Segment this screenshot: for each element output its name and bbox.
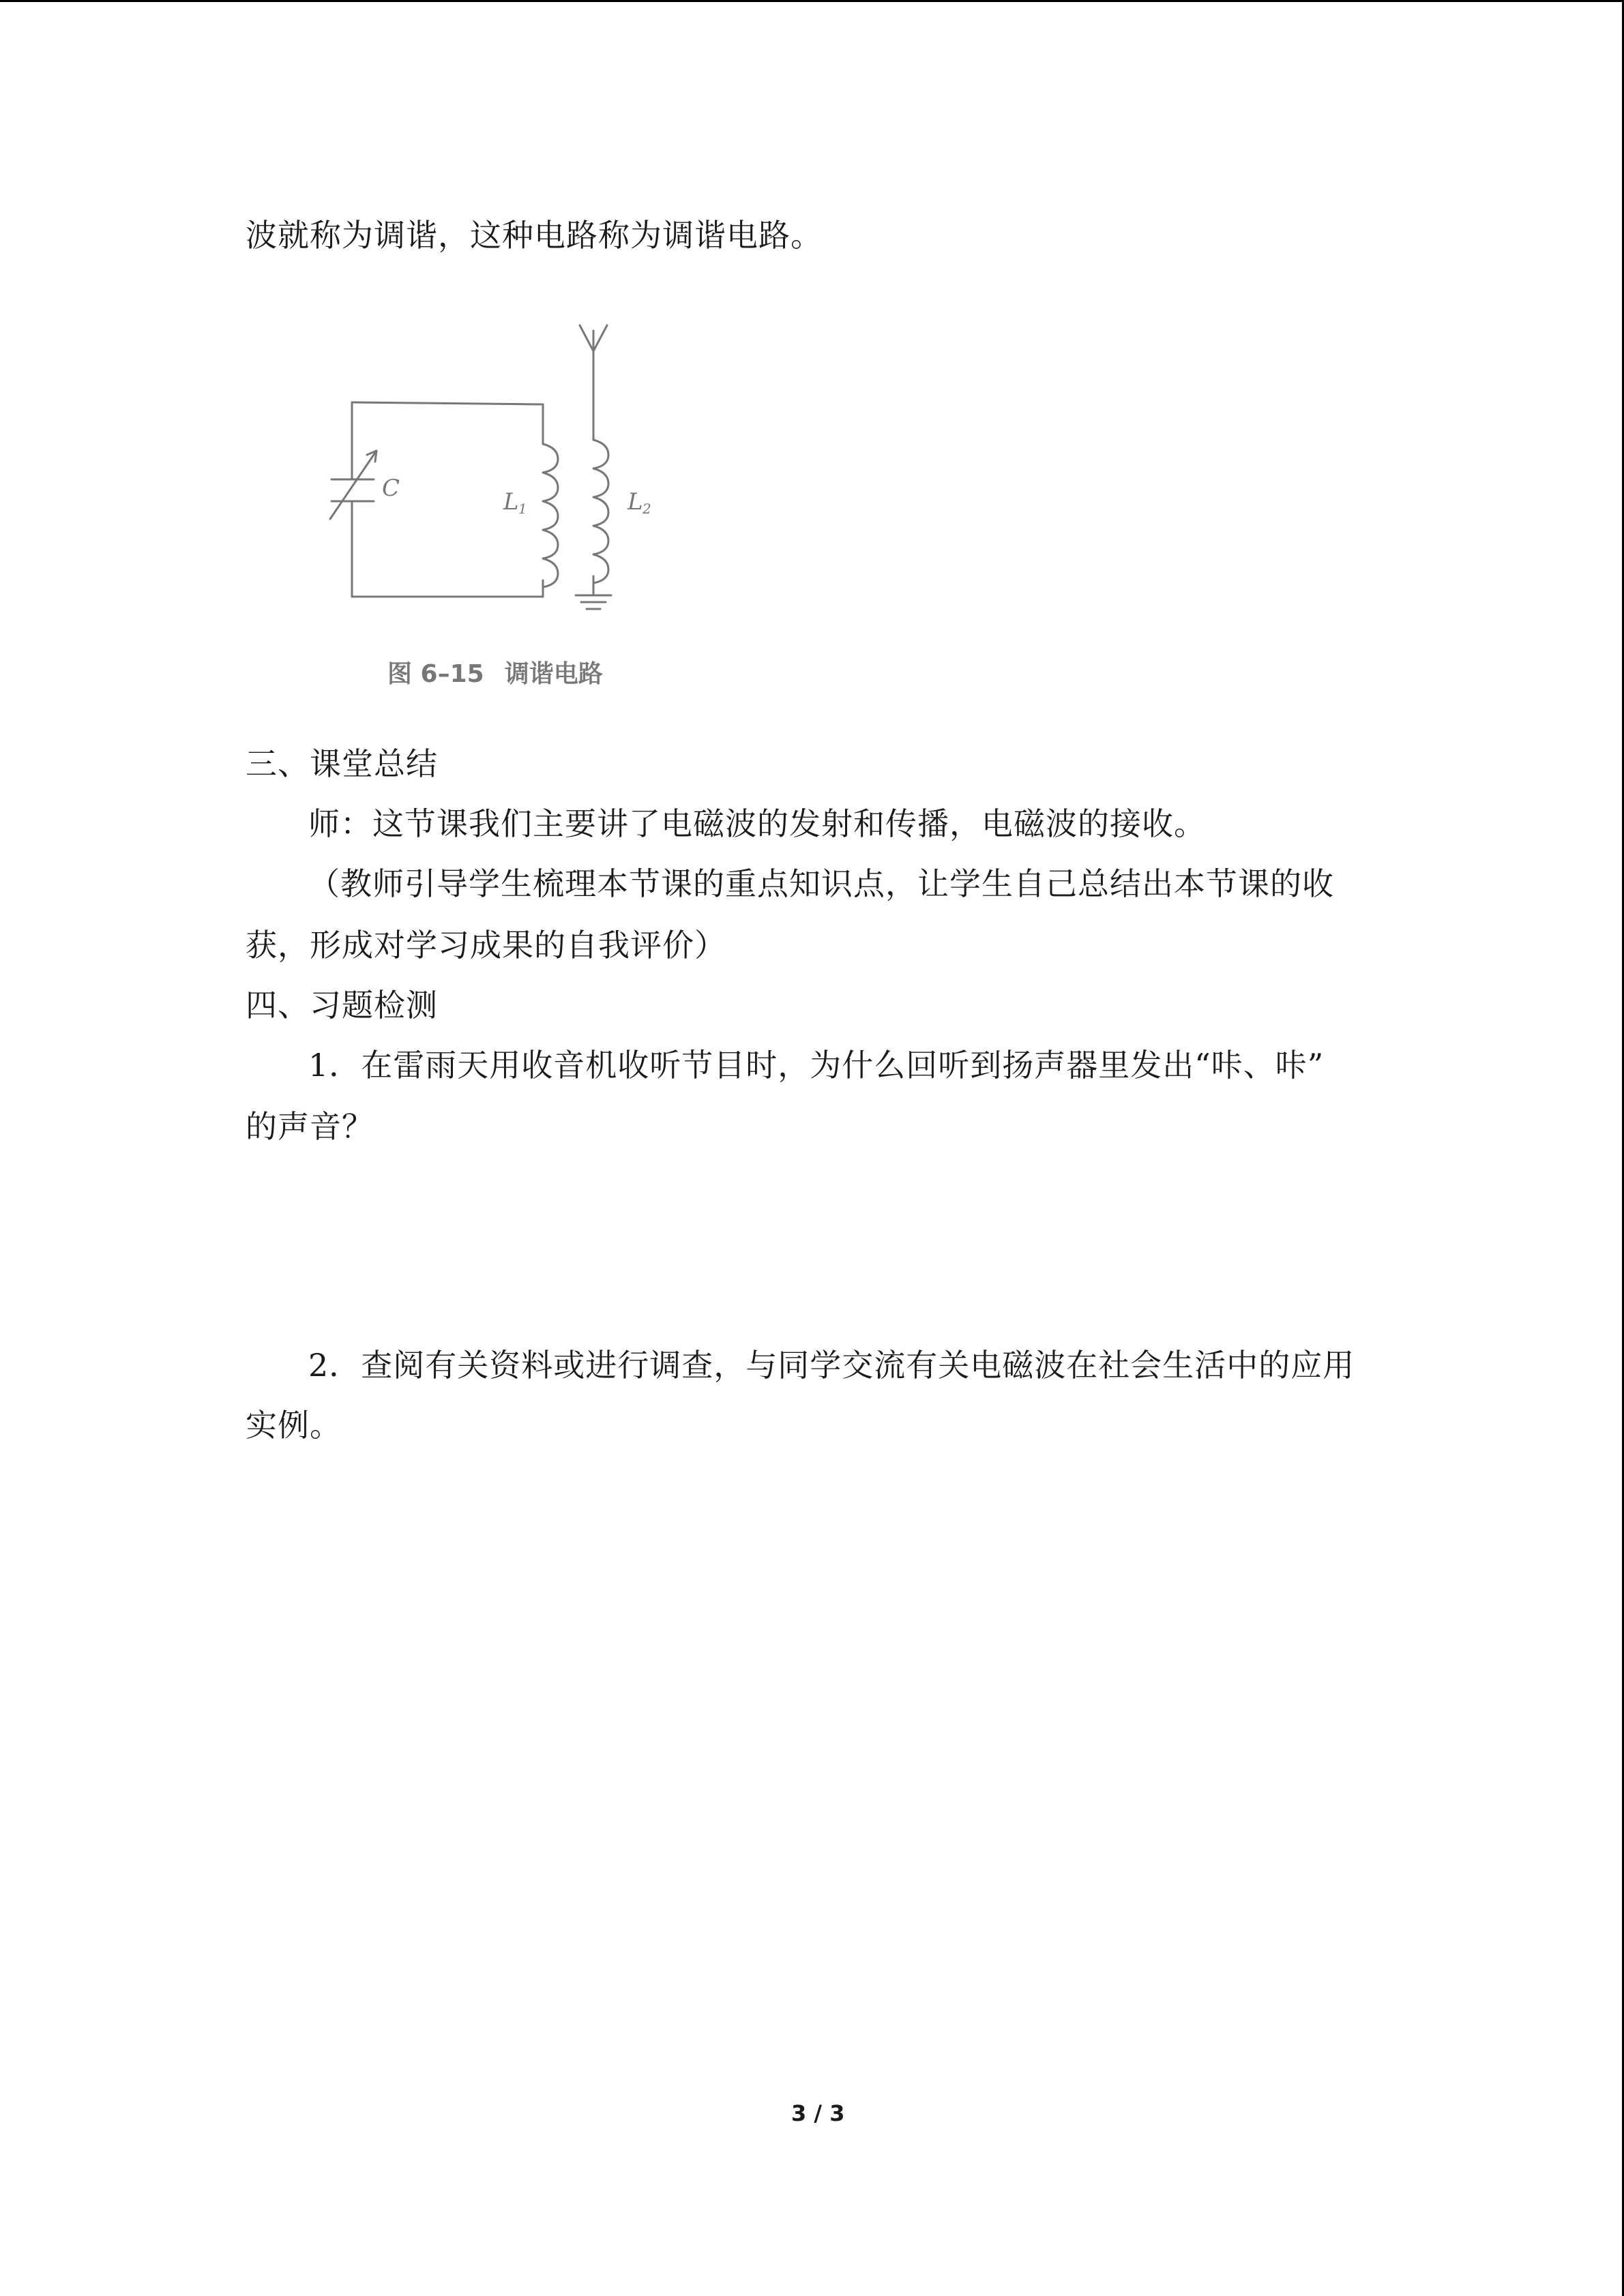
section-4-heading: 四、习题检测 — [246, 987, 438, 1024]
l1-coil — [543, 444, 558, 587]
question-1-line-1: 1．在雷雨天用收音机收听节目时，为什么回听到扬声器里发出“咔、咔” — [308, 1047, 1325, 1084]
summary-note-line-1: （教师引导学生梳理本节课的重点知识点，让学生自己总结出本节课的收 — [308, 865, 1334, 902]
label-l2-subscript: 2 — [643, 501, 651, 517]
label-l1: L — [503, 488, 519, 516]
question-2-line-2: 实例。 — [246, 1407, 342, 1444]
tuning-circuit-figure — [327, 310, 682, 624]
antenna-arm-left — [580, 325, 593, 351]
capacitor-variable-arrow — [330, 451, 377, 519]
figure-caption — [387, 655, 603, 689]
l2-coil — [593, 440, 608, 583]
caption-title: 调谐电路 — [504, 660, 603, 688]
top-wire — [352, 402, 543, 404]
label-l2: L — [628, 488, 643, 516]
section-3-heading: 三、课堂总结 — [246, 745, 438, 782]
caption-number: 图 6–15 — [387, 660, 484, 688]
question-2-line-1: 2．查阅有关资料或进行调查，与同学交流有关电磁波在社会生活中的应用 — [308, 1347, 1355, 1384]
summary-teacher-line: 师：这节课我们主要讲了电磁波的发射和传播，电磁波的接收。 — [308, 805, 1206, 842]
label-c: C — [382, 475, 400, 502]
question-1-line-2: 的声音？ — [246, 1108, 374, 1145]
label-l1-subscript: 1 — [518, 501, 527, 517]
summary-note-line-2: 获，形成对学习成果的自我评价） — [246, 927, 726, 964]
page-number: 3 / 3 — [791, 2100, 845, 2126]
tuning-circuit-diagram — [327, 310, 682, 624]
antenna-arm-right — [593, 325, 607, 351]
page-border-top — [0, 0, 1624, 2]
paragraph-line: 波就称为调谐，这种电路称为调谐电路。 — [246, 217, 823, 254]
